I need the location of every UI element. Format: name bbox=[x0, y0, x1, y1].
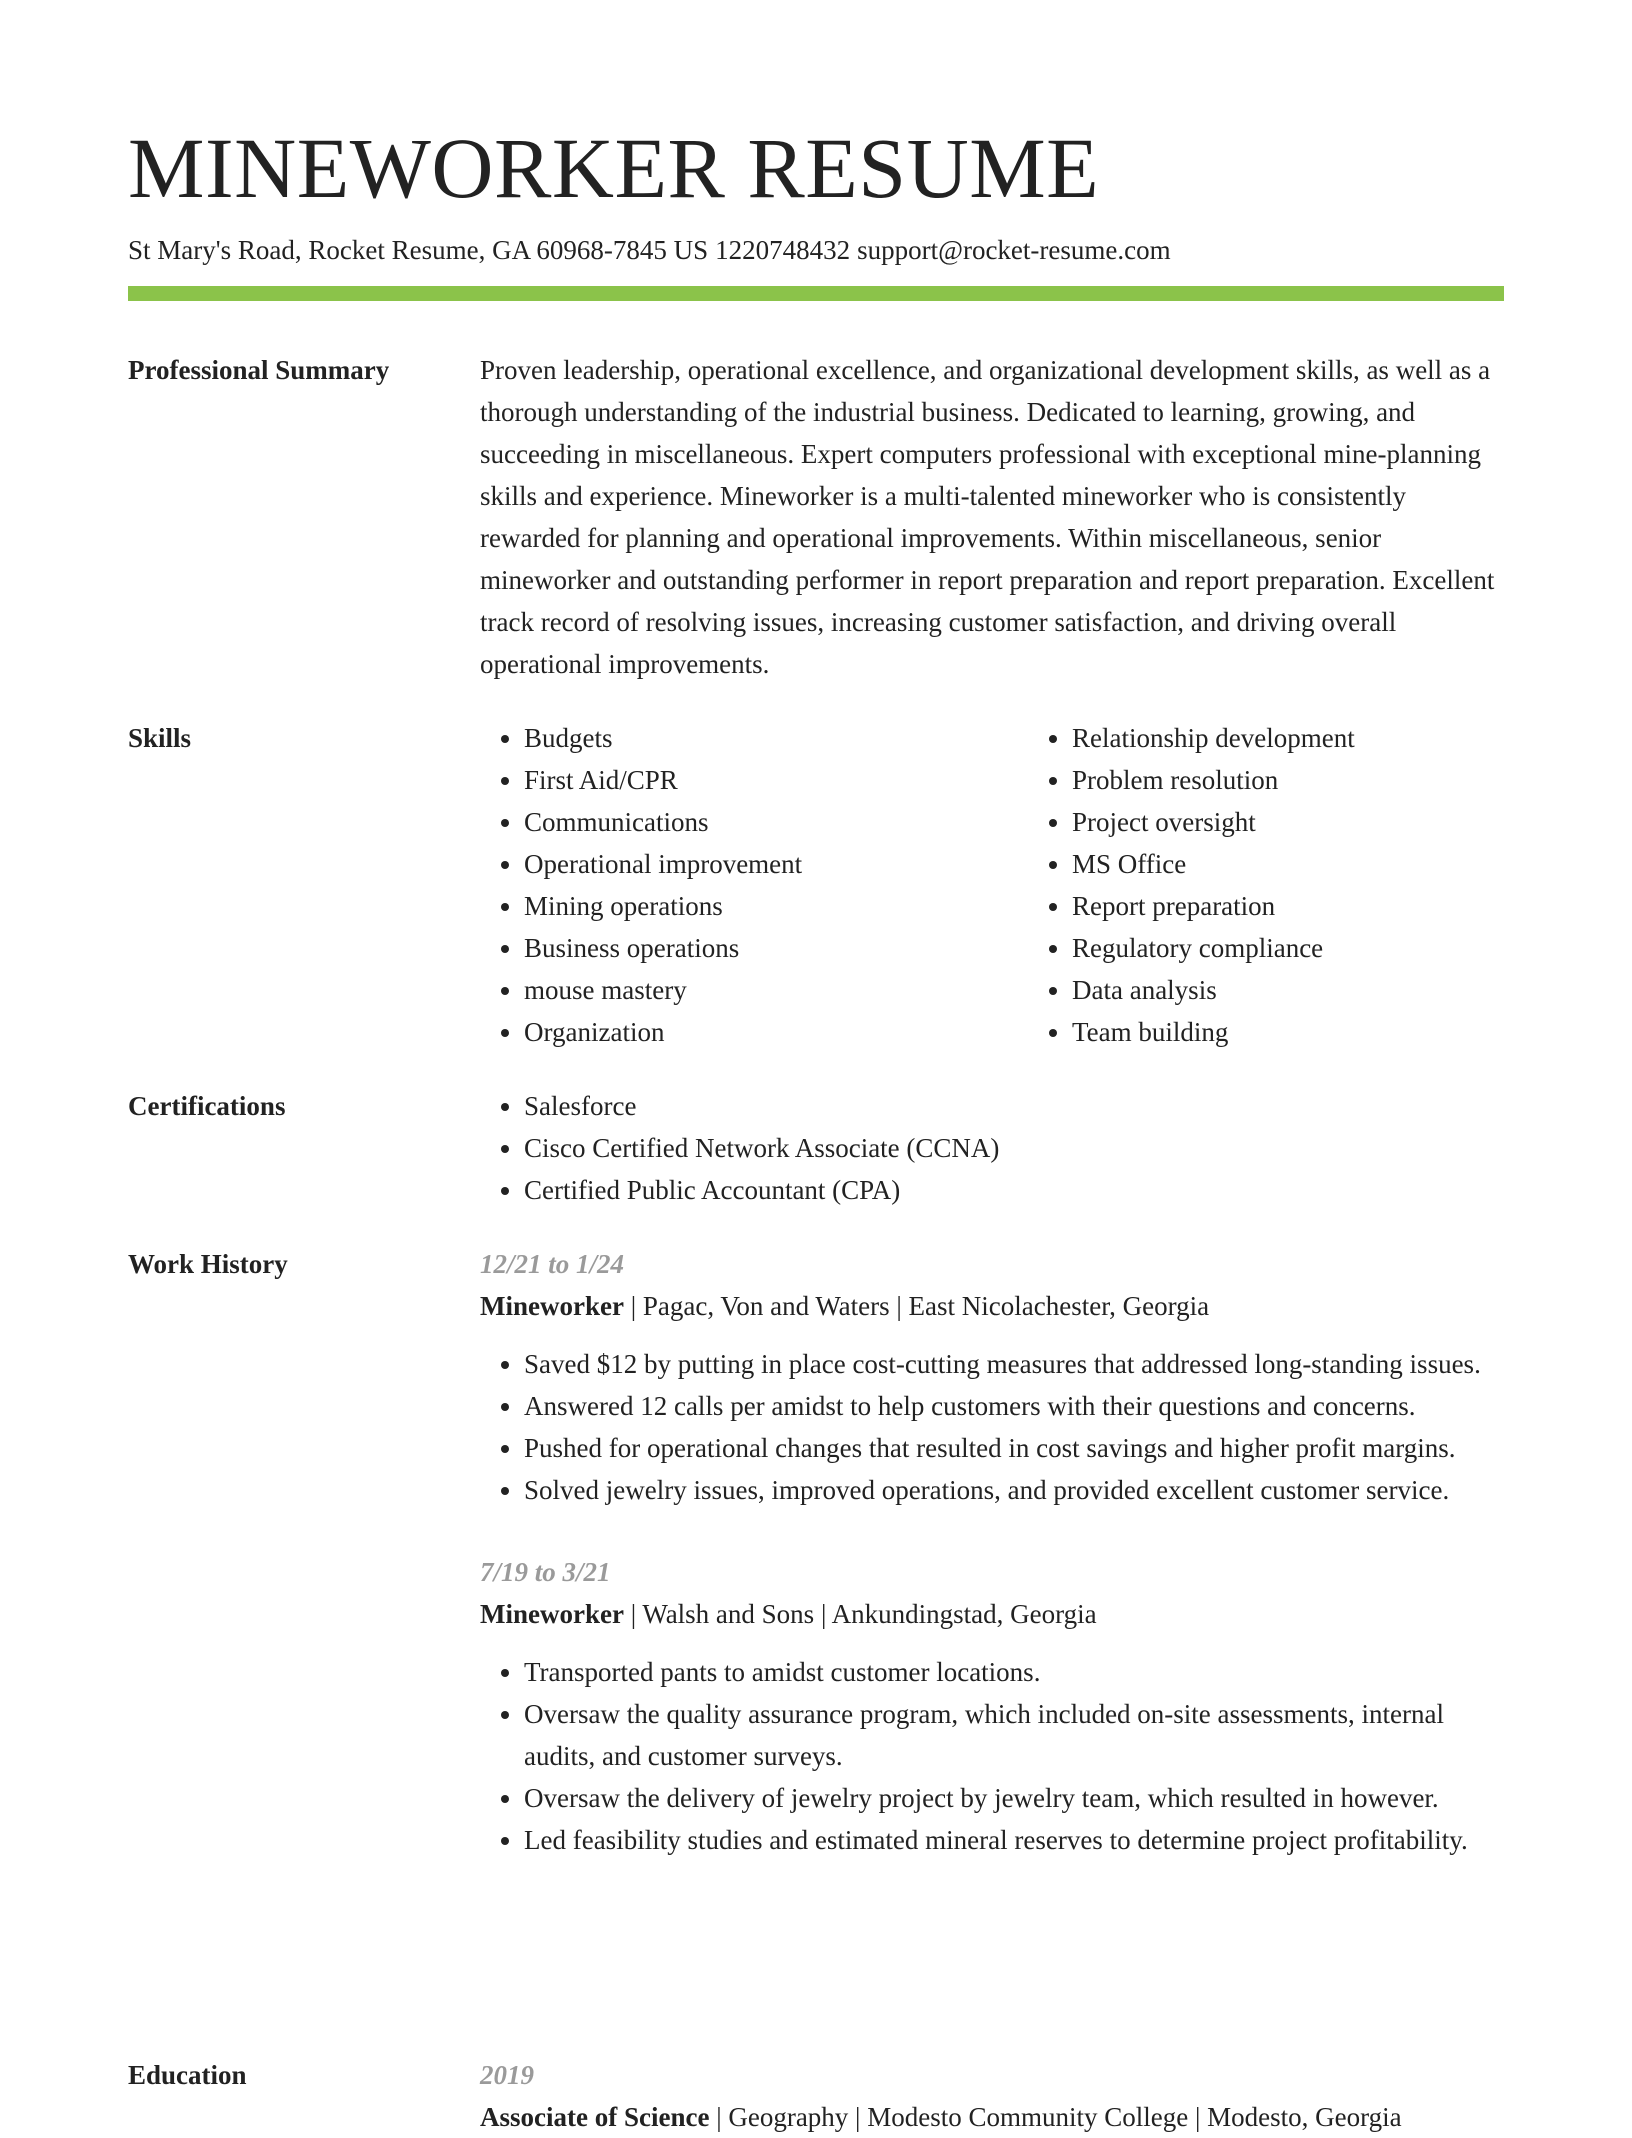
list-item: • Mining operations bbox=[524, 885, 984, 927]
job-details: | Walsh and Sons | Ankundingstad, Georgia bbox=[623, 1599, 1097, 1629]
skills-list-right bbox=[1028, 717, 1576, 1053]
skills-heading: Skills bbox=[128, 723, 192, 753]
list-item: • Problem resolution bbox=[1072, 759, 1576, 801]
list-item: • Solved jewelry issues, improved operations, and provided excellent customer service. bbox=[524, 1469, 1510, 1511]
education-body bbox=[480, 2054, 1510, 2138]
list-item: • Pushed for operational changes that resulted in cost savings and higher profit margins. bbox=[524, 1427, 1510, 1469]
job-role: Mineworker bbox=[480, 1291, 624, 1321]
list-item: • Relationship development bbox=[1072, 717, 1576, 759]
work-history-body bbox=[480, 1243, 1510, 1861]
work-history-heading: Work History bbox=[128, 1249, 288, 1279]
list-item: • Oversaw the delivery of jewelry project by jewelry team, which resulted in however. bbox=[524, 1777, 1510, 1819]
skills-columns bbox=[480, 717, 1510, 1053]
list-item: • Communications bbox=[524, 801, 984, 843]
contact-phone: 1220748432 bbox=[715, 235, 851, 265]
list-item: • Certified Public Accountant (CPA) bbox=[524, 1169, 1510, 1211]
list-item: • Saved $12 by putting in place cost-cutting measures that addressed long-standing issues. bbox=[524, 1343, 1510, 1385]
certifications-list bbox=[480, 1085, 1510, 1211]
skills-list-left bbox=[480, 717, 984, 1053]
education-details: | Geography | Modesto Community College | Modesto, Georgia bbox=[709, 2102, 1402, 2132]
contact-address: St Mary's Road, Rocket Resume, GA 60968-7845 US bbox=[128, 235, 709, 265]
contact-email[interactable]: support@rocket-resume.com bbox=[857, 235, 1171, 265]
summary-heading: Professional Summary bbox=[128, 355, 390, 385]
list-item: • Team building bbox=[1072, 1011, 1576, 1053]
list-item: • mouse mastery bbox=[524, 969, 984, 1011]
summary-body bbox=[480, 349, 1510, 685]
list-item: • MS Office bbox=[1072, 843, 1576, 885]
header-divider bbox=[128, 286, 1504, 301]
list-item: • Data analysis bbox=[1072, 969, 1576, 1011]
list-item: • Business operations bbox=[524, 927, 984, 969]
list-item: • Answered 12 calls per amidst to help customers with their questions and concerns. bbox=[524, 1385, 1510, 1427]
list-item: • Operational improvement bbox=[524, 843, 984, 885]
education-line bbox=[480, 2096, 1510, 2138]
job-role: Mineworker bbox=[480, 1599, 624, 1629]
job-dates: 7/19 to 3/21 bbox=[480, 1557, 611, 1587]
contact-line bbox=[128, 230, 1171, 270]
list-item: • First Aid/CPR bbox=[524, 759, 984, 801]
certifications-heading: Certifications bbox=[128, 1091, 286, 1121]
job-title-line bbox=[480, 1593, 1510, 1635]
list-item: • Salesforce bbox=[524, 1085, 1510, 1127]
education-degree: Associate of Science bbox=[480, 2102, 710, 2132]
summary-text: Proven leadership, operational excellence, and organizational development skills, as well as a thorough understanding of the industrial business. Dedicated to learning, growing, and succeeding in miscellaneous. Expert computers professional with exceptional mine-planning skills and experience. Mineworker is a multi-talented mineworker who is consistently rewarded for planning and operational improvements. Within miscellaneous, senior mineworker and outstanding performer in report preparation and report preparation. Excellent track record of resolving issues, increasing customer satisfaction, and driving overall operational improvements. bbox=[480, 355, 1495, 679]
list-item: • Led feasibility studies and estimated mineral reserves to determine project profitability. bbox=[524, 1819, 1510, 1861]
education-date: 2019 bbox=[480, 2060, 534, 2090]
job-dates: 12/21 to 1/24 bbox=[480, 1249, 625, 1279]
list-item: • Organization bbox=[524, 1011, 984, 1053]
list-item: • Oversaw the quality assurance program, which included on-site assessments, internal audits, and customer surveys. bbox=[524, 1693, 1510, 1777]
job-details: | Pagac, Von and Waters | East Nicolachester, Georgia bbox=[623, 1291, 1210, 1321]
education-heading: Education bbox=[128, 2060, 247, 2090]
job-entry bbox=[480, 1551, 1510, 1861]
list-item: • Regulatory compliance bbox=[1072, 927, 1576, 969]
list-item: • Report preparation bbox=[1072, 885, 1576, 927]
list-item: • Cisco Certified Network Associate (CCNA) bbox=[524, 1127, 1510, 1169]
job-bullets bbox=[480, 1651, 1510, 1861]
list-item: • Transported pants to amidst customer locations. bbox=[524, 1651, 1510, 1693]
certifications-body bbox=[480, 1085, 1510, 1211]
job-bullets bbox=[480, 1343, 1510, 1511]
list-item: • Project oversight bbox=[1072, 801, 1576, 843]
job-entry bbox=[480, 1243, 1510, 1511]
job-title-line bbox=[480, 1285, 1510, 1327]
list-item: • Budgets bbox=[524, 717, 984, 759]
resume-title: MINEWORKER RESUME bbox=[128, 120, 1100, 216]
